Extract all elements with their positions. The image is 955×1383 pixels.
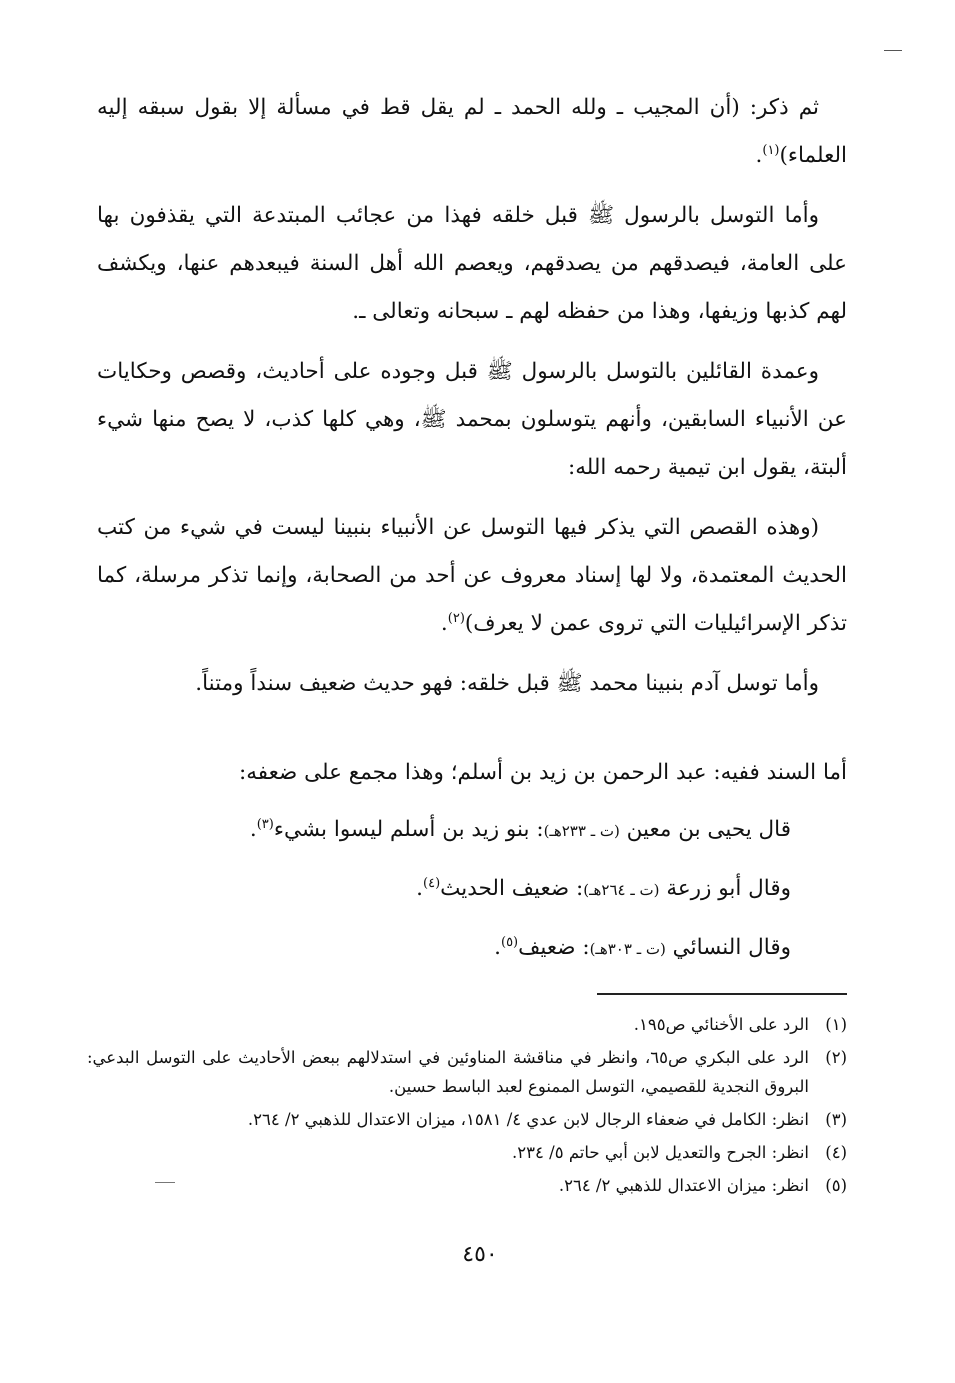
footnote-number: (٢) <box>825 1048 847 1067</box>
page-number: ٤٥٠ <box>462 1242 498 1267</box>
paragraph-text: وأما توسل آدم بنبينا محمد ﷺ قبل خلقه: فهو حديث ضعيف سنداً ومتناً. <box>195 671 819 696</box>
footnote-ref: (٣) <box>256 816 274 832</box>
paragraph-text: وعمدة القائلين بالتوسل بالرسول ﷺ قبل وجوده على أحاديث، وقصص وحكايات عن الأنبياء السابقين، وأنهم يتوسلون بمحمد ﷺ، وهي كلها كذب، لا يصح منها شيء ألبتة، يقول ابن تيمية رحمه الله: <box>97 359 847 480</box>
footnote-text: انظر: الكامل في ضعفاء الرجال لابن عدي ٤/ ١٥٨١، ميزان الاعتدال للذهبي ٢/ ٢٦٤. <box>247 1110 809 1129</box>
narrator-line-1 <box>147 744 847 801</box>
footnote-ref: (٤) <box>423 875 441 891</box>
narrator-list <box>91 744 847 978</box>
footnote-text: الرد على البكري ص٦٥، وانظر في مناقشة المناوئين في استدلالهم ببعض الأحاديث على التوسل البدعي: البروق النجدية للقصيمي، التوسل الممنوع لعبد الباسط حسين. <box>87 1048 809 1096</box>
footnote-1 <box>87 1010 847 1039</box>
line-text: وقال أبو زرعة <box>666 876 791 901</box>
death-date: (ت ـ ٣٠٣هـ) <box>589 940 666 958</box>
footnote-number: (١) <box>825 1015 847 1034</box>
footnote-2 <box>87 1043 847 1101</box>
paragraph-5 <box>97 660 847 708</box>
line-end: . <box>249 817 257 842</box>
footnote-separator <box>597 993 847 995</box>
paragraph-4 <box>97 504 847 648</box>
footnote-number: (٥) <box>825 1176 847 1195</box>
footnote-ref: (١) <box>762 142 780 158</box>
death-date: (ت ـ ٢٣٣هـ) <box>543 822 620 840</box>
corner-mark <box>884 50 902 51</box>
paragraph-text: ثم ذكر: (أن المجيب ـ ولله الحمد ـ لم يقل قط في مسألة إلا بقول سبقه إليه العلماء) <box>97 95 847 168</box>
main-text <box>97 84 847 720</box>
line-verdict: : بنو زيد بن أسلم ليسوا بشيء <box>273 817 544 842</box>
scan-mark <box>155 1182 175 1183</box>
footnote-3 <box>87 1105 847 1134</box>
line-verdict: : ضعيف الحديث <box>440 876 584 901</box>
footnote-text: الرد على الأخنائي ص١٩٥. <box>633 1015 809 1034</box>
line-end: . <box>416 876 423 901</box>
footnote-text: انظر: الجرح والتعديل لابن أبي حاتم ٥/ ٢٣٤. <box>512 1143 809 1162</box>
footnotes <box>87 1010 847 1204</box>
footnote-number: (٣) <box>825 1110 847 1129</box>
footnote-4 <box>87 1138 847 1167</box>
footnote-5 <box>87 1171 847 1200</box>
paragraph-2 <box>97 192 847 336</box>
paragraph-3 <box>97 348 847 492</box>
paragraph-1 <box>97 84 847 180</box>
line-text: أما السند ففيه: عبد الرحمن بن زيد بن أسلم؛ وهذا مجمع على ضعفه: <box>238 760 847 785</box>
paragraph-end: . <box>755 143 763 168</box>
narrator-line-3 <box>91 860 791 919</box>
footnote-ref: (٢) <box>447 610 465 626</box>
narrator-line-2 <box>91 801 791 860</box>
narrator-line-4 <box>91 919 791 978</box>
paragraph-text: وأما التوسل بالرسول ﷺ قبل خلقه فهذا من عجائب المبتدعة التي يقذفون بها على العامة، فيصدقهم من يصدقهم، ويعصم الله أهل السنة فيبعدهم عنها، ويكشف لهم كذبها وزيفها، وهذا من حفظه لهم ـ سبحانه وتعالى ـ. <box>97 203 847 324</box>
paragraph-end: . <box>440 611 448 636</box>
footnote-ref: (٥) <box>500 934 519 950</box>
line-text: قال يحيى بن معين <box>626 817 791 842</box>
footnote-text: انظر: ميزان الاعتدال للذهبي ٢/ ٢٦٤. <box>558 1176 809 1195</box>
line-end: . <box>494 935 501 960</box>
line-text: وقال النسائي <box>672 935 791 960</box>
line-verdict: : ضعيف <box>518 935 590 960</box>
footnote-number: (٤) <box>825 1143 847 1162</box>
paragraph-text: (وهذه القصص التي يذكر فيها التوسل عن الأنبياء بنبينا ليست في شيء من كتب الحديث المعتمدة، ولا لها إسناد معروف عن أحد من الصحابة، وإنما تذكر مرسلة، كما تذكر الإسرائيليات التي تروى عمن لا يعرف) <box>97 515 847 636</box>
death-date: (ت ـ ٢٦٤هـ) <box>583 881 660 899</box>
